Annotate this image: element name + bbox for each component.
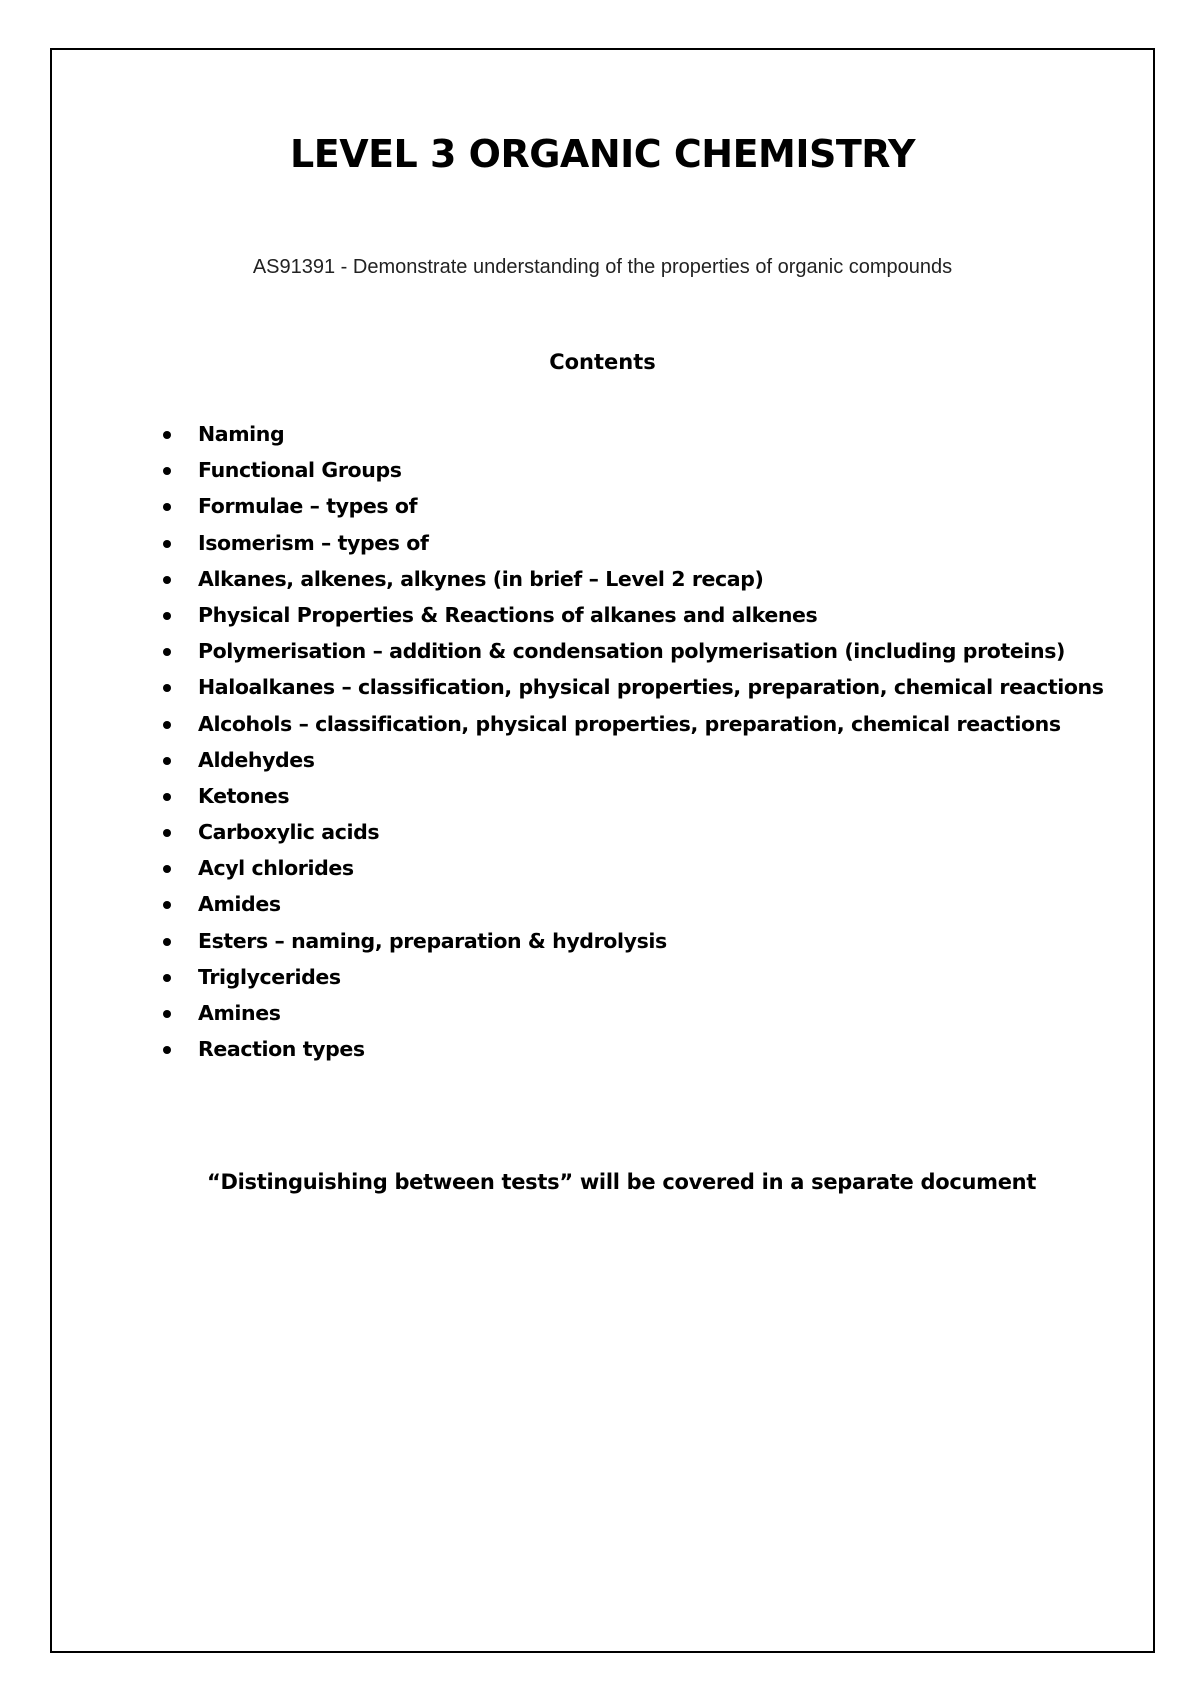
document-title: LEVEL 3 ORGANIC CHEMISTRY [290,132,915,176]
footnote: “Distinguishing between tests” will be covered in a separate document [207,1170,1037,1194]
list-item-label: Isomerism – types of [198,530,429,555]
list-item-label: Alcohols – classification, physical properties, preparation, chemical reactions [198,711,1061,736]
bullet-icon [163,901,171,909]
bullet-icon [163,974,171,982]
list-item-label: Polymerisation – addition & condensation polymerisation (including proteins) [198,639,1065,664]
list-item [160,923,1104,959]
list-item [160,452,1104,488]
list-item [160,850,1104,886]
bullet-icon [163,1046,171,1054]
bullet-icon [163,467,171,475]
bullet-icon [163,1010,171,1018]
list-item-label: Haloalkanes – classification, physical properties, preparation, chemical reactions [198,675,1104,700]
list-item [160,814,1104,850]
list-item-label: Acyl chlorides [198,856,354,881]
list-item [160,1031,1104,1067]
list-item [160,416,1104,452]
bullet-icon [163,757,171,765]
list-item-label: Triglycerides [198,964,341,989]
bullet-icon [163,576,171,584]
bullet-icon [163,829,171,837]
contents-heading: Contents [549,350,656,374]
list-item [160,778,1104,814]
list-item-label: Amines [198,1001,281,1025]
page-border [50,48,1155,1653]
list-item [160,561,1104,597]
document-subtitle: AS91391 - Demonstrate understanding of the properties of organic compounds [252,256,953,278]
list-item [160,706,1104,742]
bullet-icon [163,648,171,656]
list-item-label: Aldehydes [198,747,315,772]
list-item-label: Reaction types [198,1037,365,1062]
list-item-label: Ketones [198,783,290,808]
bullet-icon [163,612,171,620]
bullet-icon [163,684,171,692]
list-item [160,525,1104,561]
bullet-icon [163,793,171,801]
list-item-label: Formulae – types of [198,494,418,519]
contents-list [160,416,1104,1067]
bullet-icon [163,865,171,873]
list-item [160,886,1104,922]
list-item [160,669,1104,705]
list-item-label: Physical Properties & Reactions of alkanes and alkenes [198,602,818,627]
bullet-icon [163,721,171,729]
list-item [160,959,1104,995]
list-item [160,633,1104,669]
list-item [160,597,1104,633]
list-item [160,742,1104,778]
list-item-label: Carboxylic acids [198,820,380,845]
list-item-label: Alkanes, alkenes, alkynes (in brief – Level 2 recap) [198,566,764,591]
list-item-label: Naming [198,422,285,446]
list-item-label: Esters – naming, preparation & hydrolysis [198,928,667,953]
bullet-icon [163,938,171,946]
list-item [160,488,1104,524]
bullet-icon [163,431,171,439]
bullet-icon [163,503,171,511]
list-item [160,995,1104,1031]
bullet-icon [163,540,171,548]
list-item-label: Functional Groups [198,458,402,483]
list-item-label: Amides [198,892,281,917]
